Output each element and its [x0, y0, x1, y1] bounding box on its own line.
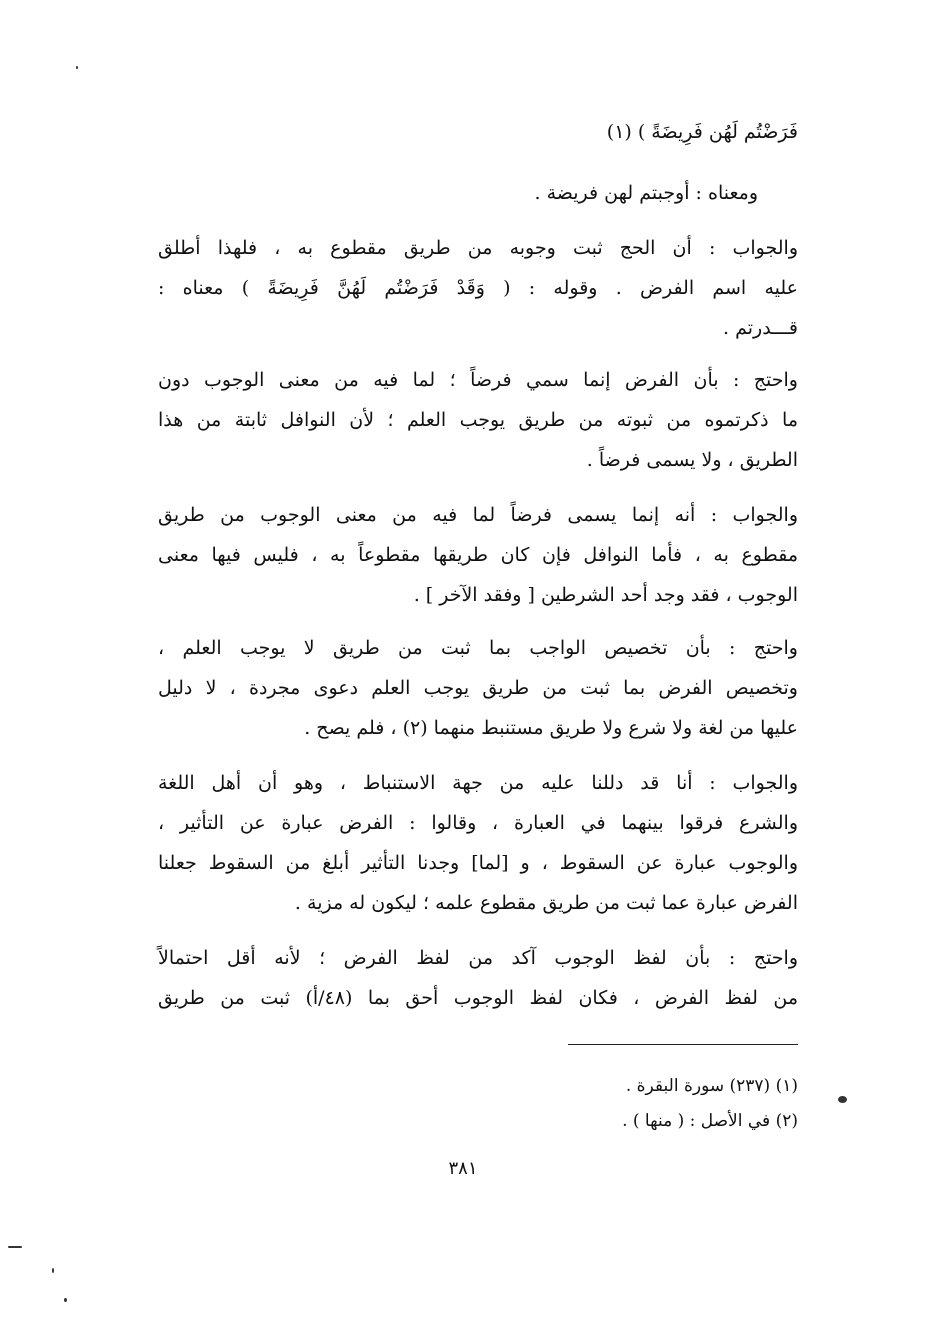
text-line: الوجوب ، فقد وجد أحد الشرطين [ وفقد الآخر ] . — [413, 584, 798, 606]
scan-speck — [64, 1298, 67, 1302]
scan-speck — [8, 1246, 22, 1248]
text-line: عليها من لغة ولا شرع ولا طريق مستنبط منهما (٢) ، فلم يصح . — [304, 717, 798, 739]
footnote-divider — [568, 1044, 798, 1045]
text-line: واحتج : بأن الفرض إنما سمي فرضاً ؛ لما فيه من معنى الوجوب دون — [158, 369, 798, 391]
text-line: والجواب : أنه إنما يسمى فرضاً لما فيه من معنى الوجوب من طريق — [158, 504, 798, 526]
text-line: والجواب : أنا قد دللنا عليه من جهة الاستنباط ، وهو أن أهل اللغة — [158, 772, 798, 794]
text-line: الفرض عبارة عما ثبت من طريق مقطوع علمه ؛ ليكون له مزية . — [294, 892, 798, 914]
text-line: ما ذكرتموه من ثبوته من طريق يوجب العلم ؛ لأن النوافل ثابتة من هذا — [158, 409, 798, 431]
page-number: ٣٨١ — [448, 1158, 478, 1179]
text-line: الطريق ، ولا يسمى فرضاً . — [586, 449, 798, 471]
scan-speck — [76, 66, 78, 69]
text-line: والشرع فرقوا بينهما في العبارة ، وقالوا : الفرض عبارة عن التأثير ، — [158, 812, 798, 834]
text-line: عليه اسم الفرض . وقوله : ( وَقَدْ فَرَضْتُم لَهُنَّ فَرِيضَةً ) معناه : — [158, 277, 798, 299]
text-line: قـــدرتم . — [723, 317, 798, 339]
footnote: (١) (٢٣٧) سورة البقرة . — [625, 1076, 798, 1096]
text-line: واحتج : بأن تخصيص الواجب بما ثبت من طريق لا يوجب العلم ، — [158, 637, 798, 659]
text-line: فَرَضْتُم لَهُن فَرِيضَةً ) (١) — [606, 121, 798, 143]
text-line: والجواب : أن الحج ثبت وجوبه من طريق مقطوع به ، فلهذا أطلق — [158, 237, 798, 259]
text-line: ومعناه : أوجبتم لهن فريضة . — [534, 182, 758, 204]
text-line: والوجوب عبارة عن السقوط ، و [لما] وجدنا التأثير أبلغ من السقوط جعلنا — [158, 852, 798, 874]
scan-speck — [52, 1268, 54, 1273]
text-line: مقطوع به ، فأما النوافل فإن كان طريقها مقطوعاً به ، فليس فيها معنى — [158, 544, 798, 566]
text-line: وتخصيص الفرض بما ثبت من طريق يوجب العلم دعوى مجردة ، لا دليل — [158, 677, 798, 699]
text-line: من لفظ الفرض ، فكان لفظ الوجوب أحق بما (٤٨/أ) ثبت من طريق — [158, 987, 799, 1009]
scan-speck — [838, 1096, 847, 1103]
footnote: (٢) في الأصل : ( منها ) . — [622, 1111, 798, 1131]
text-line: واحتج : بأن لفظ الوجوب آكد من لفظ الفرض ؛ لأنه أقل احتمالاً — [158, 947, 798, 969]
